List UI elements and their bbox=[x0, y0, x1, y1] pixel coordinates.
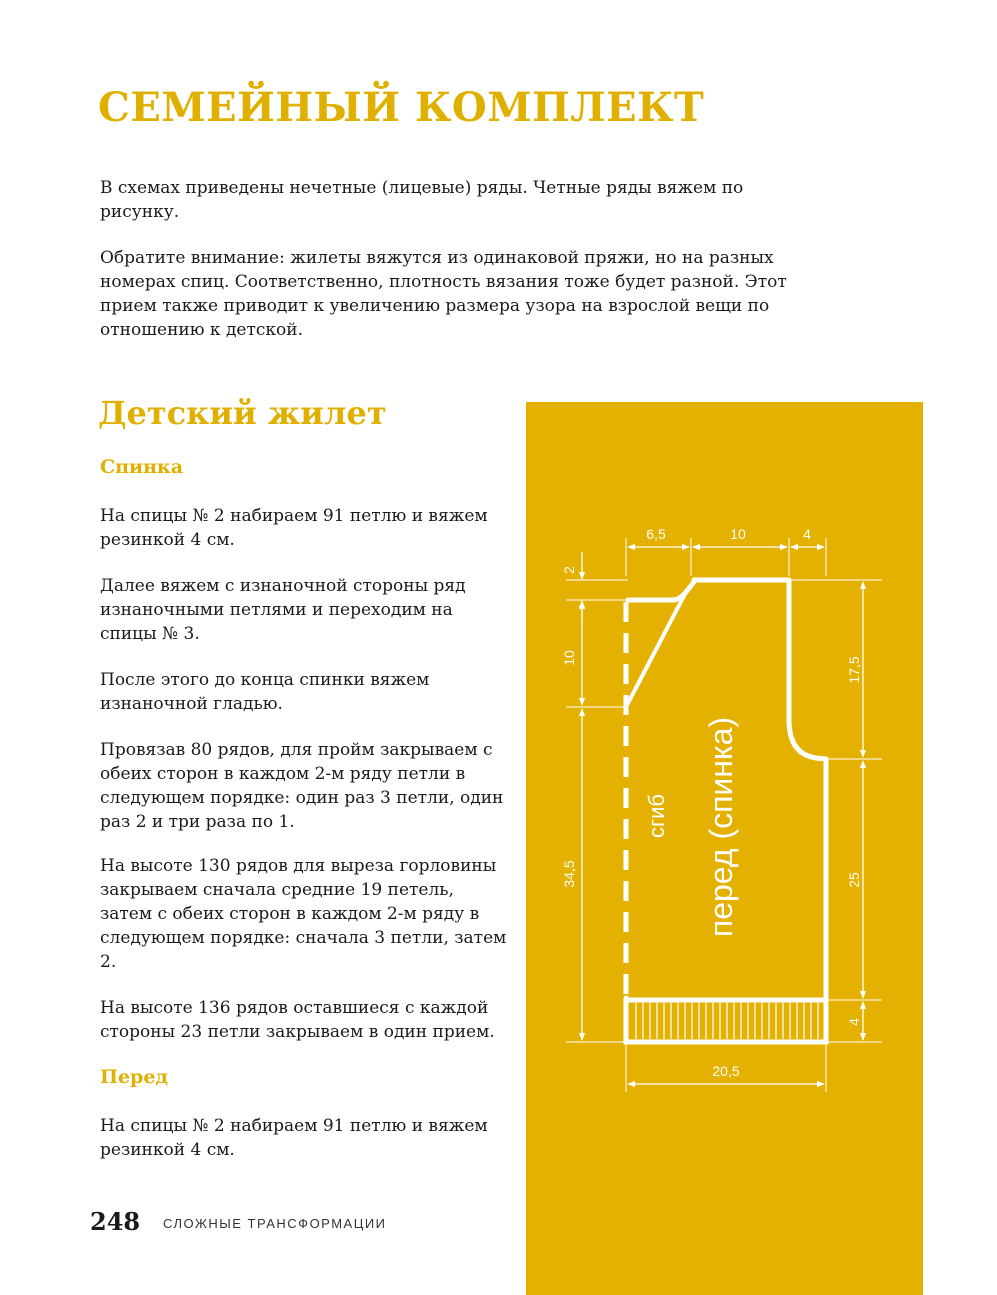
section-title: Детский жилет bbox=[98, 394, 387, 432]
dim-left-neck: 10 bbox=[561, 650, 577, 666]
dim-top-neck: 6,5 bbox=[646, 526, 666, 542]
ribbing-lines bbox=[636, 1003, 818, 1039]
neckline-line bbox=[626, 592, 686, 707]
intro-paragraph: Обратите внимание: жилеты вяжутся из одинаковой пряжи, но на разных номерах спиц. Соответственно, плотность вязания тоже будет разной. Этот прием также приводит к увеличению размера узора на взрослой вещи по отношению к детской. bbox=[100, 248, 787, 340]
front-heading: Перед bbox=[100, 1066, 169, 1088]
dim-top-shoulder: 10 bbox=[730, 526, 746, 542]
back-paragraph: На спицы № 2 набираем 91 петлю и вяжем резинкой 4 см. bbox=[100, 506, 488, 550]
back-paragraph: Провязав 80 рядов, для пройм закрываем с обеих сторон в каждом 2-м ряду петли в следующем порядке: один раз 3 петли, один раз 2 и три раза по 1. bbox=[100, 740, 504, 832]
top-dimensions bbox=[626, 526, 826, 576]
right-dimensions bbox=[791, 580, 882, 1042]
back-paragraph: На высоте 136 рядов оставшиеся с каждой стороны 23 петли закрываем в один прием. bbox=[100, 998, 495, 1042]
page-title: СЕМЕЙНЫЙ КОМПЛЕКТ bbox=[98, 84, 705, 131]
dim-right-ribbing: 4 bbox=[846, 1018, 862, 1026]
dim-left-top: 2 bbox=[561, 566, 577, 574]
pattern-diagram bbox=[526, 402, 923, 1295]
back-heading: Спинка bbox=[100, 456, 184, 478]
dim-bottom-width: 20,5 bbox=[712, 1063, 740, 1079]
intro-paragraph: В схемах приведены нечетные (лицевые) ряды. Четные ряды вяжем по рисунку. bbox=[100, 178, 744, 222]
bottom-dimension bbox=[626, 1044, 826, 1092]
ribbing-band bbox=[626, 1000, 826, 1042]
piece-label: перед (спинка) bbox=[703, 716, 739, 938]
back-paragraph: Далее вяжем с изнаночной стороны ряд изнаночными петлями и переходим на спицы № 3. bbox=[100, 576, 466, 644]
dim-top-armhole: 4 bbox=[803, 526, 811, 542]
running-header: СЛОЖНЫЕ ТРАНСФОРМАЦИИ bbox=[163, 1216, 387, 1231]
page-number: 248 bbox=[90, 1207, 141, 1236]
dim-right-body: 25 bbox=[846, 872, 862, 888]
dim-right-armhole: 17,5 bbox=[846, 656, 862, 684]
left-dimensions bbox=[561, 552, 628, 1042]
front-paragraph: На спицы № 2 набираем 91 петлю и вяжем резинкой 4 см. bbox=[100, 1116, 488, 1160]
pattern-diagram-panel bbox=[526, 402, 923, 1295]
dim-left-body: 34,5 bbox=[561, 860, 577, 888]
back-paragraph: На высоте 130 рядов для выреза горловины закрываем сначала средние 19 петель, затем с обеих сторон в каждом 2-м ряду в следующем порядке: сначала 3 петли, затем 2. bbox=[100, 856, 507, 972]
back-paragraph: После этого до конца спинки вяжем изнаночной гладью. bbox=[100, 670, 430, 714]
fold-label: сгиб bbox=[644, 794, 669, 838]
